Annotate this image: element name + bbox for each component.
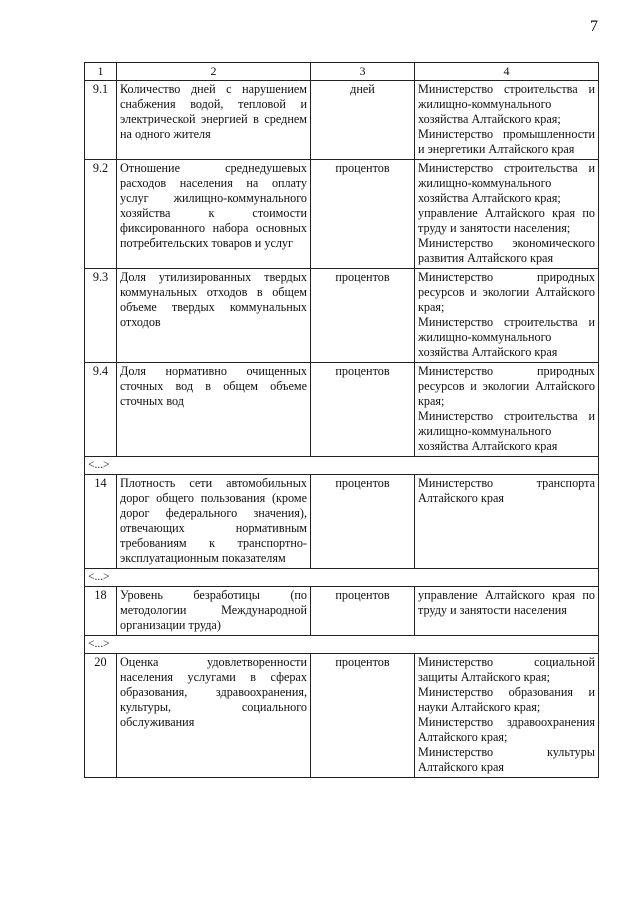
omission-row [85, 457, 599, 475]
responsible-agency: управление Алтайского края по труду и занятости населения; [418, 206, 595, 235]
responsible-agency: Министерство культуры Алтайского края [418, 745, 595, 774]
indicator-name: Доля нормативно очищенных сточных вод в общем объеме сточных вод [117, 363, 311, 457]
responsible-agency: Министерство экономического развития Алтайского края [418, 236, 595, 265]
column-header: 1 [85, 63, 117, 81]
table-row [85, 363, 599, 457]
indicator-name: Оценка удовлетворенности населения услугами в сферах образования, здравоохранения, культуры, социального обслуживания [117, 654, 311, 778]
responsible-agencies [415, 475, 599, 569]
responsible-agency: Министерство образования и науки Алтайского края; [418, 685, 595, 714]
indicator-number: 9.3 [85, 269, 117, 363]
indicator-number: 9.4 [85, 363, 117, 457]
indicator-unit: процентов [311, 475, 415, 569]
column-header: 4 [415, 63, 599, 81]
table-row [85, 160, 599, 269]
responsible-agencies [415, 363, 599, 457]
table-row [85, 587, 599, 636]
table-row [85, 475, 599, 569]
column-header: 2 [117, 63, 311, 81]
responsible-agency: Министерство природных ресурсов и экологии Алтайского края; [418, 270, 595, 314]
responsible-agency: Министерство строительства и жилищно-коммунального хозяйства Алтайского края; [418, 82, 595, 126]
responsible-agency: Министерство природных ресурсов и экологии Алтайского края; [418, 364, 595, 408]
indicator-number: 9.1 [85, 81, 117, 160]
indicator-unit: процентов [311, 654, 415, 778]
responsible-agency: Министерство социальной защиты Алтайского края; [418, 655, 595, 684]
table-header-row [85, 63, 599, 81]
indicator-unit: процентов [311, 160, 415, 269]
responsible-agency: Министерство здравоохранения Алтайского края; [418, 715, 595, 744]
column-header: 3 [311, 63, 415, 81]
indicator-name: Доля утилизированных твердых коммунальных отходов в общем объеме твердых коммунальных отходов [117, 269, 311, 363]
responsible-agency: Министерство строительства и жилищно-коммунального хозяйства Алтайского края [418, 409, 595, 453]
indicator-name: Количество дней с нарушением снабжения водой, тепловой и электрической энергией в среднем на одного жителя [117, 81, 311, 160]
responsible-agency: управление Алтайского края по труду и занятости населения [418, 588, 595, 617]
page-number: 7 [590, 18, 598, 35]
omission-row [85, 569, 599, 587]
omission-marker: <...> [85, 636, 599, 654]
indicator-number: 18 [85, 587, 117, 636]
responsible-agencies [415, 654, 599, 778]
responsible-agency: Министерство транспорта Алтайского края [418, 476, 595, 505]
responsible-agencies [415, 81, 599, 160]
omission-marker: <...> [85, 569, 599, 587]
indicator-name: Отношение среднедушевых расходов населения на оплату услуг жилищно-коммунального хозяйства к стоимости фиксированного набора основных потребительских товаров и услуг [117, 160, 311, 269]
indicator-unit: процентов [311, 269, 415, 363]
responsible-agency: Министерство промышленности и энергетики Алтайского края [418, 127, 595, 156]
responsible-agency: Министерство строительства и жилищно-коммунального хозяйства Алтайского края [418, 315, 595, 359]
responsible-agency: Министерство строительства и жилищно-коммунального хозяйства Алтайского края; [418, 161, 595, 205]
responsible-agencies [415, 160, 599, 269]
indicator-name: Плотность сети автомобильных дорог общего пользования (кроме дорог федерального значения), отвечающих нормативным требованиям к транспортно-эксплуатационным показателям [117, 475, 311, 569]
table-row [85, 269, 599, 363]
table-row [85, 81, 599, 160]
omission-row [85, 636, 599, 654]
indicator-unit: процентов [311, 587, 415, 636]
indicator-name: Уровень безработицы (по методологии Международной организации труда) [117, 587, 311, 636]
indicator-unit: дней [311, 81, 415, 160]
omission-marker: <...> [85, 457, 599, 475]
responsible-agencies [415, 269, 599, 363]
indicators-table [84, 62, 599, 778]
responsible-agencies [415, 587, 599, 636]
table-row [85, 654, 599, 778]
indicator-number: 20 [85, 654, 117, 778]
indicator-number: 14 [85, 475, 117, 569]
indicator-number: 9.2 [85, 160, 117, 269]
indicator-unit: процентов [311, 363, 415, 457]
